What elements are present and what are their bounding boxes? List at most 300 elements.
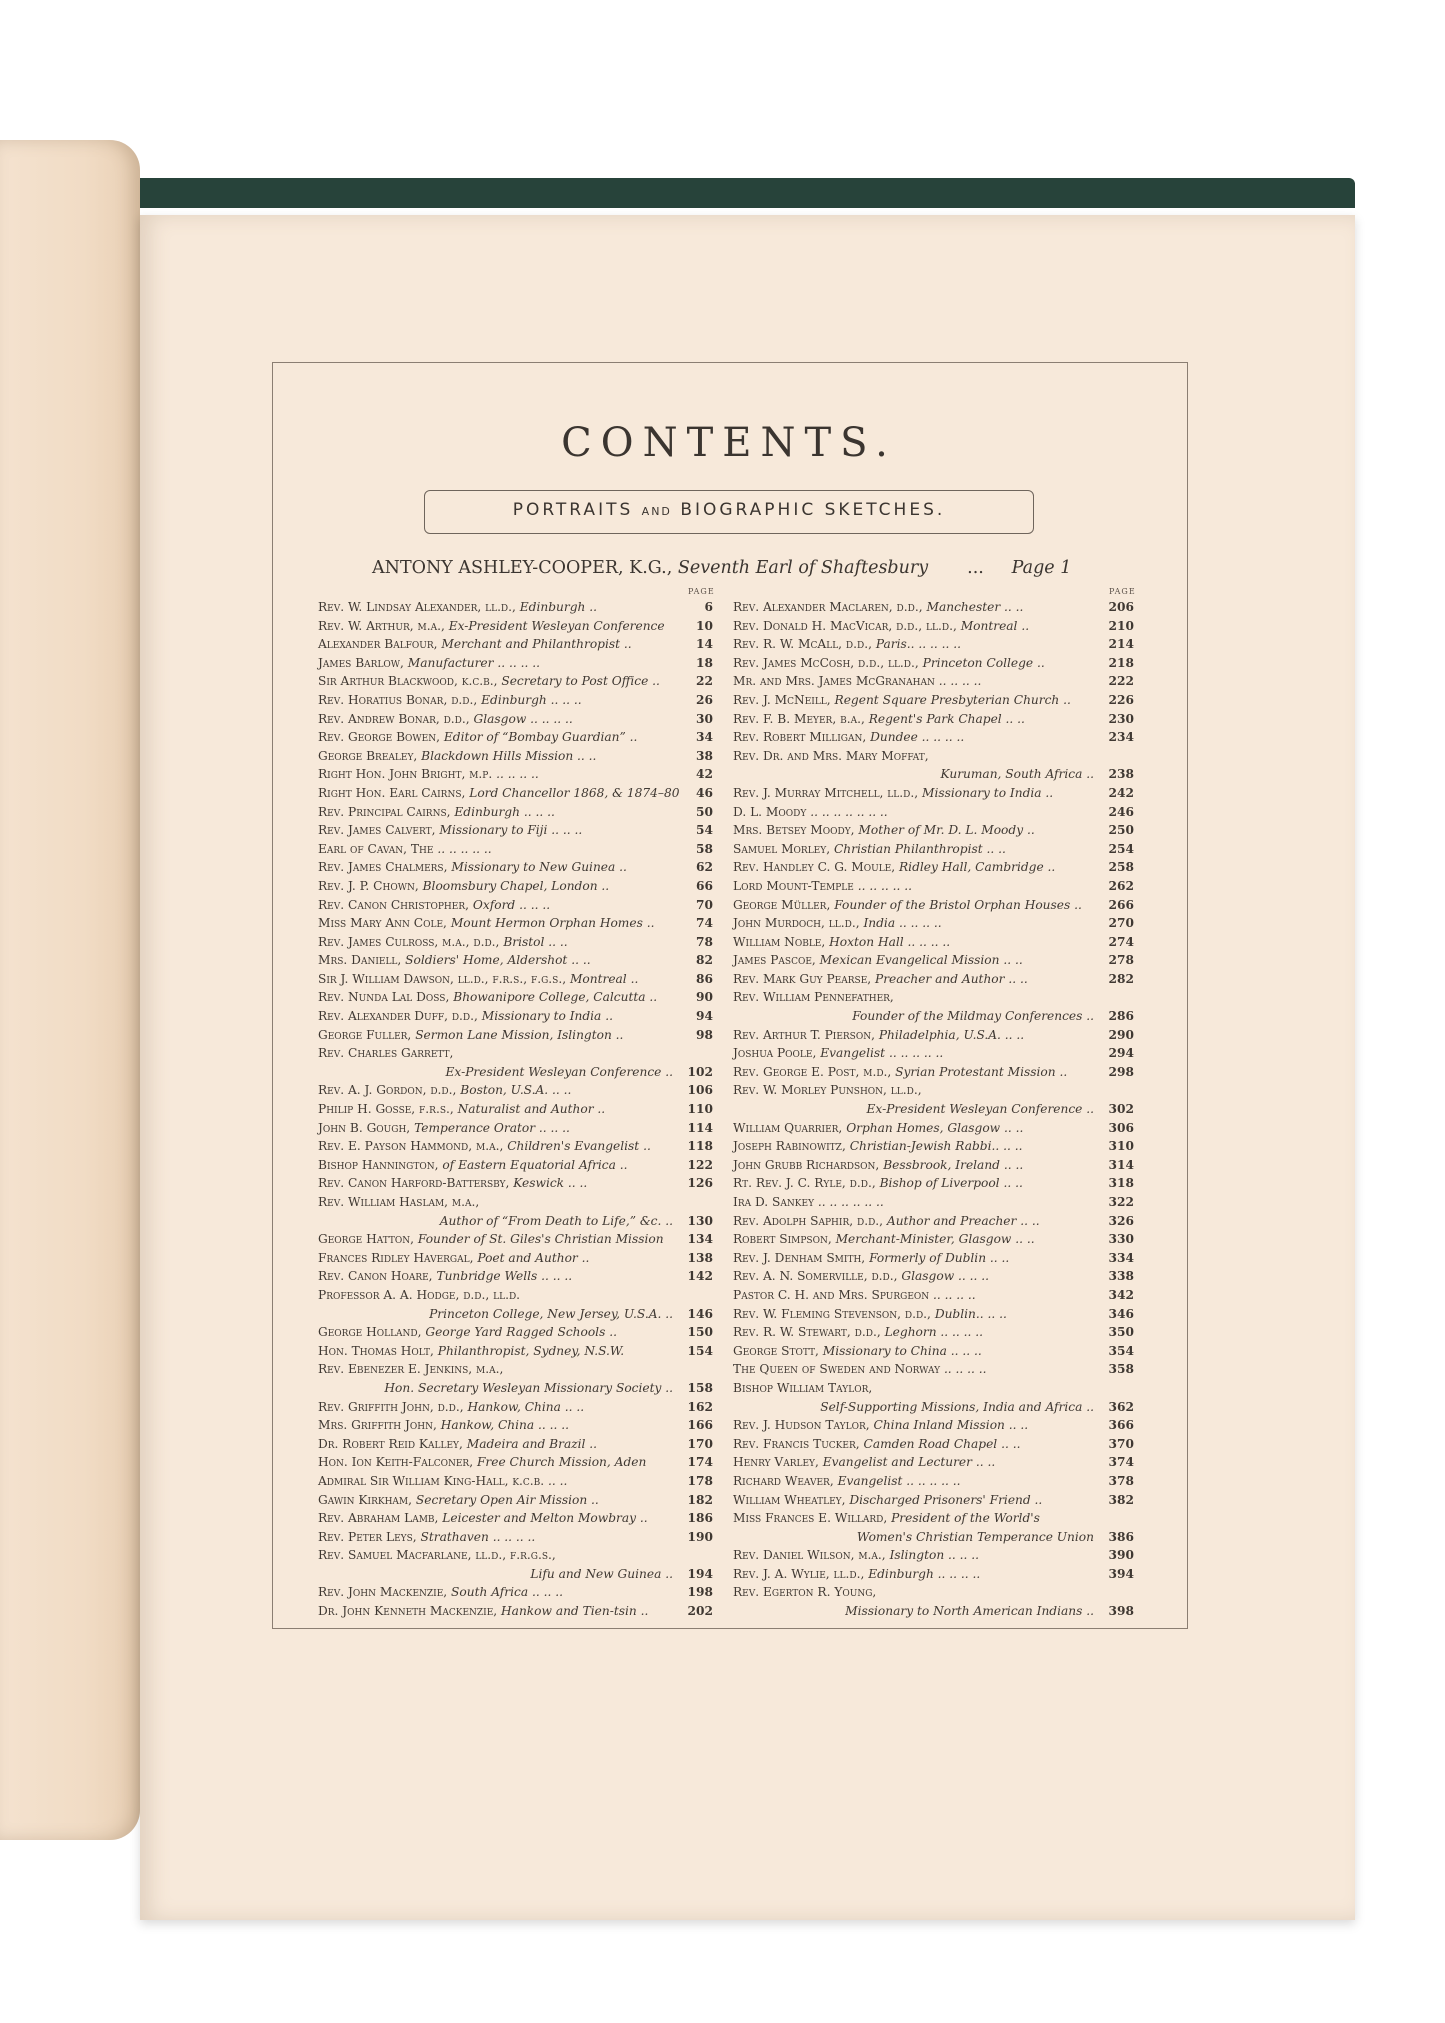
contents-entry bbox=[318, 765, 713, 784]
entry-name: Henry Varley, bbox=[733, 1455, 819, 1470]
entry-name: Mrs. Griffith John, bbox=[318, 1418, 437, 1433]
contents-entry bbox=[733, 1212, 1134, 1231]
entry-page-number: 258 bbox=[1108, 860, 1134, 875]
entry-page-number: 70 bbox=[696, 897, 713, 912]
contents-entry bbox=[733, 1342, 1134, 1361]
entry-name: Rev. Charles Garrett, bbox=[318, 1046, 454, 1061]
right-contents-column bbox=[733, 598, 1134, 1621]
entry-name: Rev. Alexander Duff, d.d., bbox=[318, 1009, 478, 1024]
contents-entry bbox=[318, 988, 713, 1007]
entry-page-number: 326 bbox=[1108, 1213, 1134, 1228]
entry-name: Right Hon. John Bright, m.p. bbox=[318, 767, 493, 782]
entry-name: Samuel Morley, bbox=[733, 841, 831, 856]
entry-description: .. .. .. .. bbox=[496, 767, 539, 782]
entry-page-number: 42 bbox=[696, 767, 713, 782]
entry-page-number: 250 bbox=[1108, 823, 1134, 838]
entry-page-number: 298 bbox=[1108, 1064, 1134, 1079]
entry-page-number: 106 bbox=[687, 1083, 713, 1098]
entry-page-number: 170 bbox=[687, 1436, 713, 1451]
left-page-column-label: PAGE bbox=[688, 587, 715, 596]
headline-page: Page 1 bbox=[1011, 558, 1072, 578]
contents-entry bbox=[733, 598, 1134, 617]
entry-page-number: 62 bbox=[696, 860, 713, 875]
contents-entry bbox=[733, 803, 1134, 822]
banner-word-portraits: PORTRAITS bbox=[512, 500, 634, 520]
contents-entry bbox=[318, 635, 713, 654]
entry-page-number: 134 bbox=[687, 1232, 713, 1247]
contents-entry bbox=[733, 1063, 1134, 1082]
entry-page-number: 78 bbox=[696, 934, 713, 949]
entry-name: Sir J. William Dawson, ll.d., f.r.s., f.g.s., bbox=[318, 971, 567, 986]
entry-description: Evangelist and Lecturer .. .. bbox=[822, 1455, 996, 1470]
contents-entry bbox=[318, 1156, 713, 1175]
headline-desc: Seventh Earl of Shaftesbury bbox=[677, 558, 929, 578]
entry-name: Gawin Kirkham, bbox=[318, 1492, 413, 1507]
contents-entry bbox=[318, 1286, 713, 1305]
entry-page-number: 378 bbox=[1108, 1473, 1134, 1488]
contents-entry bbox=[318, 1230, 713, 1249]
contents-entry bbox=[318, 1528, 713, 1547]
contents-entry bbox=[733, 1398, 1134, 1417]
entry-page-number: 338 bbox=[1108, 1269, 1134, 1284]
contents-entry bbox=[318, 654, 713, 673]
entry-name: Alexander Balfour, bbox=[318, 637, 438, 652]
entry-page-number: 286 bbox=[1108, 1009, 1134, 1024]
contents-entry bbox=[733, 1230, 1134, 1249]
entry-name: Rev. James McCosh, d.d., ll.d., bbox=[733, 655, 919, 670]
contents-entry bbox=[733, 1267, 1134, 1286]
entry-description: Glasgow .. .. .. bbox=[901, 1269, 989, 1284]
entry-description: Orphan Homes, Glasgow .. .. bbox=[846, 1120, 1024, 1135]
contents-entry bbox=[733, 654, 1134, 673]
entry-description: Montreal .. bbox=[569, 971, 639, 986]
entry-description: Bhowanipore College, Calcutta .. bbox=[453, 990, 658, 1005]
entry-name: Richard Weaver, bbox=[733, 1473, 834, 1488]
entry-page-number: 82 bbox=[696, 953, 713, 968]
entry-name: George Hatton, bbox=[318, 1232, 415, 1247]
entry-page-number: 46 bbox=[696, 785, 713, 800]
entry-name: Rev. James Chalmers, bbox=[318, 860, 448, 875]
entry-page-number: 158 bbox=[687, 1380, 713, 1395]
contents-entry bbox=[733, 1565, 1134, 1584]
entry-description: Christian Philanthropist .. .. bbox=[833, 841, 1006, 856]
right-page-column-label: PAGE bbox=[1109, 587, 1136, 596]
entry-name: Rev. Griffith John, d.d., bbox=[318, 1399, 464, 1414]
entry-page-number: 174 bbox=[687, 1455, 713, 1470]
entry-description: Syrian Protestant Mission .. bbox=[895, 1064, 1068, 1079]
entry-description: Ex-President Wesleyan Conference .. bbox=[866, 1102, 1094, 1117]
entry-description: Hankow and Tien-tsin .. bbox=[501, 1604, 649, 1619]
entry-page-number: 350 bbox=[1108, 1325, 1134, 1340]
entry-page-number: 346 bbox=[1108, 1306, 1134, 1321]
entry-page-number: 294 bbox=[1108, 1046, 1134, 1061]
left-page-edge bbox=[0, 140, 140, 1840]
entry-name: George Stott, bbox=[733, 1343, 819, 1358]
entry-description: Missionary to India .. bbox=[481, 1009, 613, 1024]
entry-name: George Holland, bbox=[318, 1325, 422, 1340]
entry-page-number: 86 bbox=[696, 971, 713, 986]
entry-page-number: 322 bbox=[1108, 1195, 1134, 1209]
entry-name: Miss Frances E. Willard, bbox=[733, 1511, 888, 1526]
entry-description: Hankow, China .. .. .. bbox=[440, 1418, 570, 1433]
entry-description: .. .. .. .. .. bbox=[857, 878, 912, 893]
left-contents-column bbox=[318, 598, 713, 1621]
entry-page-number: 194 bbox=[687, 1566, 713, 1581]
entry-description: Oxford .. .. .. bbox=[472, 897, 551, 912]
contents-entry bbox=[733, 858, 1134, 877]
contents-entry bbox=[733, 747, 1134, 766]
entry-description: Poet and Author .. bbox=[477, 1250, 590, 1265]
contents-entry bbox=[733, 933, 1134, 952]
entry-name: Rev. Peter Leys, bbox=[318, 1529, 417, 1544]
entry-name: William Noble, bbox=[733, 934, 826, 949]
entry-name: Rev. J. P. Chown, bbox=[318, 878, 419, 893]
entry-page-number: 150 bbox=[687, 1325, 713, 1340]
contents-entry bbox=[318, 840, 713, 859]
contents-entry bbox=[318, 728, 713, 747]
contents-entry bbox=[318, 970, 713, 989]
entry-description: South Africa .. .. .. bbox=[451, 1585, 563, 1600]
entry-page-number: 114 bbox=[687, 1120, 713, 1135]
entry-name: Rev. Arthur T. Pierson, bbox=[733, 1027, 875, 1042]
entry-name: John Grubb Richardson, bbox=[733, 1157, 880, 1172]
entry-page-number: 302 bbox=[1108, 1102, 1134, 1117]
contents-entry bbox=[318, 1416, 713, 1435]
entry-description: Children's Evangelist .. bbox=[507, 1139, 651, 1154]
entry-page-number: 18 bbox=[696, 655, 713, 670]
contents-entry bbox=[318, 1100, 713, 1119]
entry-description: Evangelist .. .. .. .. .. bbox=[837, 1473, 961, 1488]
entry-description: Soldiers' Home, Aldershot .. .. bbox=[405, 953, 591, 968]
entry-description: Kuruman, South Africa .. bbox=[940, 767, 1094, 782]
contents-entry bbox=[318, 1583, 713, 1602]
entry-description: Philadelphia, U.S.A. .. .. bbox=[878, 1027, 1025, 1042]
entry-description: Discharged Prisoners' Friend .. bbox=[849, 1492, 1043, 1507]
entry-description: Edinburgh .. .. .. bbox=[454, 804, 555, 819]
entry-page-number: 366 bbox=[1108, 1418, 1134, 1433]
contents-entry bbox=[733, 1379, 1134, 1398]
entry-name: James Pascoe, bbox=[733, 953, 816, 968]
contents-entry bbox=[733, 988, 1134, 1007]
entry-page-number: 74 bbox=[696, 916, 713, 931]
entry-page-number: 186 bbox=[687, 1511, 713, 1526]
entry-description: Christian-Jewish Rabbi.. .. .. bbox=[849, 1139, 1023, 1154]
entry-page-number: 210 bbox=[1108, 618, 1134, 633]
contents-entry bbox=[318, 933, 713, 952]
contents-entry bbox=[733, 765, 1134, 784]
entry-page-number: 138 bbox=[687, 1250, 713, 1265]
contents-entry bbox=[733, 1546, 1134, 1565]
entry-description: Founder of the Bristol Orphan Houses .. bbox=[834, 897, 1082, 912]
entry-description: Preacher and Author .. .. bbox=[875, 971, 1028, 986]
contents-entry bbox=[733, 1323, 1134, 1342]
contents-entry bbox=[733, 710, 1134, 729]
contents-entry bbox=[733, 1305, 1134, 1324]
page-title: CONTENTS. bbox=[561, 420, 897, 466]
entry-name: Rev. Dr. and Mrs. Mary Moffat, bbox=[733, 748, 929, 763]
entry-name: Rev. F. B. Meyer, b.a., bbox=[733, 711, 865, 726]
entry-name: Dr. Robert Reid Kalley, bbox=[318, 1436, 463, 1451]
entry-page-number: 118 bbox=[687, 1139, 713, 1154]
contents-entry bbox=[318, 1398, 713, 1417]
entry-description: Hon. Secretary Wesleyan Missionary Society .. bbox=[384, 1380, 673, 1395]
entry-name: Rev. W. Arthur, m.a., bbox=[318, 618, 445, 633]
entry-page-number: 34 bbox=[696, 730, 713, 745]
entry-name: Admiral Sir William King-Hall, k.c.b. bbox=[318, 1473, 545, 1488]
entry-name: Rev. W. Morley Punshon, ll.d., bbox=[733, 1083, 922, 1098]
contents-entry bbox=[318, 617, 713, 636]
contents-entry bbox=[733, 951, 1134, 970]
entry-description: Montreal .. bbox=[960, 618, 1030, 633]
entry-name: Hon. Ion Keith-Falconer, bbox=[318, 1455, 474, 1470]
entry-description: Lifu and New Guinea .. bbox=[530, 1566, 673, 1581]
entry-description: .. .. .. .. bbox=[938, 674, 982, 689]
entry-page-number: 102 bbox=[687, 1064, 713, 1079]
entry-page-number: 290 bbox=[1108, 1027, 1134, 1042]
contents-entry bbox=[318, 1323, 713, 1342]
contents-entry bbox=[733, 728, 1134, 747]
contents-entry bbox=[733, 1491, 1134, 1510]
contents-entry bbox=[733, 1528, 1134, 1547]
entry-name: Rev. W. Lindsay Alexander, ll.d., bbox=[318, 600, 516, 614]
contents-entry bbox=[318, 1174, 713, 1193]
contents-entry bbox=[318, 710, 713, 729]
entry-name: The Queen of Sweden and Norway bbox=[733, 1362, 941, 1377]
entry-description: Tunbridge Wells .. .. .. bbox=[436, 1269, 573, 1284]
contents-entry bbox=[318, 1212, 713, 1231]
entry-page-number: 130 bbox=[687, 1213, 713, 1228]
entry-name: Right Hon. Earl Cairns, bbox=[318, 785, 466, 800]
entry-page-number: 370 bbox=[1108, 1436, 1134, 1451]
entry-description: Formerly of Dublin .. .. bbox=[869, 1250, 1010, 1265]
entry-page-number: 22 bbox=[696, 674, 713, 689]
entry-page-number: 94 bbox=[696, 1009, 713, 1024]
contents-entry bbox=[318, 784, 713, 803]
entry-description: Hoxton Hall .. .. .. .. bbox=[829, 934, 951, 949]
contents-entry bbox=[733, 1286, 1134, 1305]
entry-name: Rev. George Bowen, bbox=[318, 730, 440, 745]
entry-description: Regent Square Presbyterian Church .. bbox=[834, 692, 1071, 707]
entry-description: Missionary to North American Indians .. bbox=[845, 1604, 1094, 1619]
entry-page-number: 314 bbox=[1108, 1157, 1134, 1172]
entry-page-number: 142 bbox=[687, 1269, 713, 1284]
contents-entry bbox=[733, 784, 1134, 803]
entry-name: Rev. Robert Milligan, bbox=[733, 730, 867, 745]
entry-page-number: 242 bbox=[1108, 785, 1134, 800]
entry-page-number: 274 bbox=[1108, 934, 1134, 949]
entry-description: Missionary to Fiji .. .. .. bbox=[439, 823, 583, 838]
entry-name: Joshua Poole, bbox=[733, 1046, 817, 1061]
entry-name: Rev. James Calvert, bbox=[318, 823, 436, 838]
entry-page-number: 234 bbox=[1108, 730, 1134, 745]
entry-name: Frances Ridley Havergal, bbox=[318, 1250, 474, 1265]
entry-description: Bessbrook, Ireland .. .. bbox=[883, 1157, 1024, 1172]
contents-entry bbox=[733, 1453, 1134, 1472]
entry-page-number: 206 bbox=[1108, 600, 1134, 614]
entry-page-number: 334 bbox=[1108, 1250, 1134, 1265]
entry-name: Bishop William Taylor, bbox=[733, 1380, 873, 1395]
entry-description: Leghorn .. .. .. .. bbox=[884, 1325, 984, 1340]
contents-entry bbox=[733, 1100, 1134, 1119]
headline-name: ANTONY ASHLEY-COOPER, K.G., bbox=[372, 558, 673, 578]
entry-page-number: 146 bbox=[687, 1306, 713, 1321]
entry-description: Missionary to India .. bbox=[921, 785, 1054, 800]
entry-page-number: 246 bbox=[1108, 804, 1134, 819]
entry-description: Dundee .. .. .. .. bbox=[870, 730, 965, 745]
contents-entry bbox=[318, 877, 713, 896]
contents-entry bbox=[318, 1267, 713, 1286]
contents-entry bbox=[318, 1360, 713, 1379]
entry-name: Rev. J. Hudson Taylor, bbox=[733, 1418, 870, 1433]
headline-dots: ... bbox=[967, 558, 984, 578]
entry-description: Ex-President Wesleyan Conference bbox=[448, 618, 665, 633]
entry-description: Manufacturer .. .. .. .. bbox=[407, 655, 540, 670]
entry-description: Editor of “Bombay Guardian” .. bbox=[443, 730, 638, 745]
contents-entry bbox=[318, 1044, 713, 1063]
entry-name: Rev. Nunda Lal Doss, bbox=[318, 990, 450, 1005]
contents-entry bbox=[733, 672, 1134, 691]
entry-page-number: 266 bbox=[1108, 897, 1134, 912]
contents-entry bbox=[733, 1119, 1134, 1138]
contents-entry bbox=[318, 1305, 713, 1324]
entry-name: Rev. Canon Christopher, bbox=[318, 897, 469, 912]
contents-entry bbox=[318, 672, 713, 691]
entry-page-number: 310 bbox=[1108, 1139, 1134, 1154]
entry-description: Strathaven .. .. .. .. bbox=[420, 1529, 536, 1544]
entry-name: Rev. Adolph Saphir, d.d., bbox=[733, 1213, 884, 1228]
entry-description: Lord Chancellor 1868, & 1874–80 bbox=[469, 785, 680, 800]
entry-description: .. .. .. .. bbox=[933, 1287, 976, 1302]
entry-page-number: 50 bbox=[696, 804, 713, 819]
entry-page-number: 238 bbox=[1108, 767, 1134, 782]
contents-entry bbox=[318, 914, 713, 933]
entry-description: .. .. .. .. .. .. bbox=[817, 1195, 884, 1209]
entry-description: Princeton College, New Jersey, U.S.A. .. bbox=[429, 1306, 673, 1321]
entry-name: Rev. R. W. McAll, d.d., bbox=[733, 637, 872, 652]
contents-entry bbox=[318, 1472, 713, 1491]
entry-page-number: 30 bbox=[696, 711, 713, 726]
entry-name: Rev. J. Denham Smith, bbox=[733, 1250, 866, 1265]
entry-name: James Barlow, bbox=[318, 655, 404, 670]
entry-page-number: 330 bbox=[1108, 1232, 1134, 1247]
contents-entry bbox=[733, 617, 1134, 636]
entry-name: Rev. W. Fleming Stevenson, d.d., bbox=[733, 1306, 931, 1321]
entry-description: India .. .. .. .. bbox=[863, 916, 942, 931]
contents-entry bbox=[733, 1472, 1134, 1491]
entry-page-number: 58 bbox=[696, 841, 713, 856]
entry-page-number: 90 bbox=[696, 990, 713, 1005]
entry-page-number: 254 bbox=[1108, 841, 1134, 856]
entry-name: Rev. Handley C. G. Moule, bbox=[733, 860, 896, 875]
contents-entry bbox=[733, 1081, 1134, 1100]
entry-page-number: 226 bbox=[1108, 692, 1134, 707]
entry-description: China Inland Mission .. .. bbox=[873, 1418, 1029, 1433]
entry-name: Rt. Rev. J. C. Ryle, d.d., bbox=[733, 1176, 876, 1191]
entry-description: Sermon Lane Mission, Islington .. bbox=[415, 1027, 624, 1042]
contents-entry bbox=[318, 1081, 713, 1100]
entry-name: Lord Mount-Temple bbox=[733, 878, 854, 893]
entry-name: Rev. Principal Cairns, bbox=[318, 804, 451, 819]
entry-description: Missionary to New Guinea .. bbox=[451, 860, 627, 875]
entry-description: Princeton College .. bbox=[922, 655, 1045, 670]
entry-name: Pastor C. H. and Mrs. Spurgeon bbox=[733, 1287, 930, 1302]
contents-entry bbox=[733, 840, 1134, 859]
entry-name: Hon. Thomas Holt, bbox=[318, 1343, 434, 1358]
entry-page-number: 6 bbox=[704, 600, 713, 614]
entry-name: Rev. A. N. Somerville, d.d., bbox=[733, 1269, 898, 1284]
entry-description: Hankow, China .. .. bbox=[467, 1399, 585, 1414]
entry-description: Naturalist and Author .. bbox=[457, 1102, 606, 1117]
entry-name: Rev. R. W. Stewart, d.d., bbox=[733, 1325, 881, 1340]
entry-description: Blackdown Hills Mission .. .. bbox=[421, 748, 597, 763]
contents-entry bbox=[733, 1360, 1134, 1379]
entry-description: of Eastern Equatorial Africa .. bbox=[442, 1157, 628, 1172]
entry-name: Rev. Egerton R. Young, bbox=[733, 1585, 877, 1600]
entry-name: Rev. J. Murray Mitchell, ll.d., bbox=[733, 785, 919, 800]
entry-name: Joseph Rabinowitz, bbox=[733, 1139, 846, 1154]
entry-description: Founder of the Mildmay Conferences .. bbox=[852, 1009, 1094, 1024]
entry-name: Rev. Alexander Maclaren, d.d., bbox=[733, 600, 923, 614]
entry-page-number: 318 bbox=[1108, 1176, 1134, 1191]
contents-entry bbox=[733, 635, 1134, 654]
contents-entry bbox=[318, 1379, 713, 1398]
entry-name: George Müller, bbox=[733, 897, 831, 912]
entry-name: Rev. A. J. Gordon, d.d., bbox=[318, 1083, 457, 1098]
entry-page-number: 190 bbox=[687, 1529, 713, 1544]
entry-description: Merchant and Philanthropist .. bbox=[441, 637, 632, 652]
entry-page-number: 386 bbox=[1108, 1529, 1134, 1544]
banner-text bbox=[425, 500, 1033, 520]
entry-name: Miss Mary Ann Cole, bbox=[318, 916, 447, 931]
entry-name: John Murdoch, ll.d., bbox=[733, 916, 860, 931]
entry-name: Mr. and Mrs. James McGranahan bbox=[733, 674, 935, 689]
entry-page-number: 202 bbox=[687, 1604, 713, 1619]
entry-name: D. L. Moody bbox=[733, 804, 807, 819]
contents-entry bbox=[318, 1026, 713, 1045]
contents-entry bbox=[318, 691, 713, 710]
entry-name: Rev. J. A. Wylie, ll.d., bbox=[733, 1566, 865, 1581]
entry-description: George Yard Ragged Schools .. bbox=[425, 1325, 617, 1340]
entry-name: Rev. E. Payson Hammond, m.a., bbox=[318, 1139, 504, 1154]
entry-page-number: 394 bbox=[1108, 1566, 1134, 1581]
entry-name: Mrs. Daniell, bbox=[318, 953, 402, 968]
contents-entry bbox=[733, 1509, 1134, 1528]
entry-description: Temperance Orator .. .. .. bbox=[414, 1120, 570, 1135]
entry-page-number: 122 bbox=[687, 1157, 713, 1172]
entry-name: Rev. Samuel Macfarlane, ll.d., f.r.g.s., bbox=[318, 1548, 556, 1563]
contents-entry bbox=[733, 1026, 1134, 1045]
entry-name: Rev. Abraham Lamb, bbox=[318, 1511, 439, 1526]
entry-page-number: 26 bbox=[696, 692, 713, 707]
contents-entry bbox=[318, 1602, 713, 1621]
entry-name: Bishop Hannington, bbox=[318, 1157, 439, 1172]
section-banner bbox=[424, 490, 1034, 534]
entry-page-number: 154 bbox=[687, 1343, 713, 1358]
entry-description: Mount Hermon Orphan Homes .. bbox=[450, 916, 655, 931]
contents-entry bbox=[733, 1416, 1134, 1435]
entry-page-number: 10 bbox=[696, 618, 713, 633]
banner-word-and: AND bbox=[641, 505, 672, 518]
entry-page-number: 98 bbox=[696, 1027, 713, 1042]
entry-name: John B. Gough, bbox=[318, 1120, 411, 1135]
contents-entry bbox=[733, 1602, 1134, 1621]
entry-name: Sir Arthur Blackwood, k.c.b., bbox=[318, 674, 498, 689]
entry-description: Secretary Open Air Mission .. bbox=[415, 1492, 599, 1507]
entry-page-number: 110 bbox=[687, 1102, 713, 1117]
entry-description: Ex-President Wesleyan Conference .. bbox=[445, 1064, 673, 1079]
contents-entry bbox=[318, 1342, 713, 1361]
entry-description: Madeira and Brazil .. bbox=[466, 1436, 598, 1451]
